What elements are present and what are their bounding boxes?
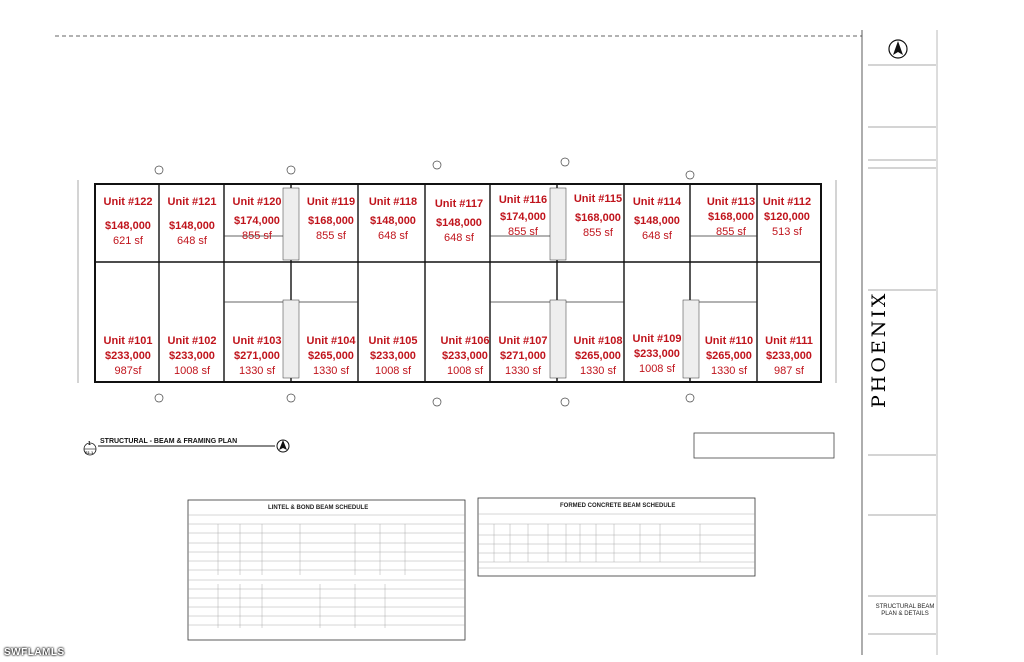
unit-122: [96, 195, 160, 249]
unit-name: Unit #105: [368, 335, 418, 347]
unit-name: Unit #110: [704, 335, 754, 347]
unit-area: 1008 sf: [173, 365, 211, 377]
unit-price: $148,000: [169, 220, 215, 232]
unit-price: $265,000: [308, 350, 354, 362]
beam-schedule-title: FORMED CONCRETE BEAM SCHEDULE: [560, 503, 676, 509]
unit-name: Unit #115: [573, 193, 623, 205]
unit-102: [160, 334, 224, 379]
unit-price: $271,000: [234, 350, 280, 362]
unit-price: $148,000: [370, 215, 416, 227]
unit-area: 855 sf: [242, 230, 272, 242]
unit-name: Unit #118: [368, 196, 418, 208]
unit-114: [624, 195, 690, 244]
unit-price: $233,000: [442, 350, 488, 362]
plan-sheet: S1.1: [85, 450, 94, 455]
unit-area: 855 sf: [583, 227, 613, 239]
unit-price: $265,000: [575, 350, 621, 362]
sheet-title: STRUCTURAL BEAM PLAN & DETAILS: [875, 604, 935, 617]
unit-107: [490, 334, 556, 379]
unit-price: $271,000: [500, 350, 546, 362]
unit-105: [360, 334, 426, 379]
unit-area: 1330 sf: [238, 365, 276, 377]
unit-name: Unit #119: [306, 196, 356, 208]
unit-101: [96, 334, 160, 379]
unit-115: [565, 192, 631, 241]
unit-116: [490, 193, 556, 240]
brand-logo: [866, 290, 892, 410]
unit-name: Unit #121: [167, 196, 217, 208]
unit-name: Unit #122: [103, 196, 153, 208]
unit-106: [432, 334, 498, 379]
unit-121: [160, 195, 224, 249]
unit-price: $168,000: [308, 215, 354, 227]
unit-price: $120,000: [764, 211, 810, 223]
unit-118: [360, 195, 426, 244]
unit-111: [757, 334, 821, 379]
plan-number: 1: [88, 441, 91, 447]
unit-name: Unit #103: [232, 335, 282, 347]
unit-108: [565, 334, 631, 379]
unit-120: [224, 195, 290, 244]
unit-price: $233,000: [105, 350, 151, 362]
lintel-schedule-title: LINTEL & BOND BEAM SCHEDULE: [268, 505, 369, 511]
unit-area: 648 sf: [177, 235, 207, 247]
unit-area: 855 sf: [508, 226, 538, 238]
unit-104: [298, 334, 364, 379]
unit-price: $233,000: [766, 350, 812, 362]
unit-109: [624, 332, 690, 377]
unit-price: $148,000: [634, 215, 680, 227]
unit-119: [298, 195, 364, 244]
unit-name: Unit #101: [103, 335, 153, 347]
unit-price: $168,000: [575, 212, 621, 224]
unit-name: Unit #109: [632, 333, 682, 345]
unit-area: 621 sf: [113, 235, 143, 247]
unit-area: 987sf: [114, 365, 142, 377]
unit-name: Unit #108: [573, 335, 623, 347]
unit-name: Unit #120: [232, 196, 282, 208]
mls-watermark: SWFLAMLS: [4, 647, 65, 658]
unit-103: [224, 334, 290, 379]
unit-price: $148,000: [436, 217, 482, 229]
unit-price: $168,000: [708, 211, 754, 223]
unit-area: 1330 sf: [504, 365, 542, 377]
unit-name: Unit #114: [632, 196, 682, 208]
unit-area: 1008 sf: [638, 363, 676, 375]
unit-price: $265,000: [706, 350, 752, 362]
unit-area: 648 sf: [444, 232, 474, 244]
plan-title: STRUCTURAL - BEAM & FRAMING PLAN: [100, 438, 238, 445]
unit-name: Unit #117: [434, 198, 484, 210]
unit-price: $174,000: [234, 215, 280, 227]
unit-name: Unit #107: [498, 335, 548, 347]
unit-117: [426, 197, 492, 246]
unit-name: Unit #112: [762, 196, 812, 208]
unit-name: Unit #111: [765, 335, 813, 347]
unit-name: Unit #102: [167, 335, 217, 347]
unit-area: 1330 sf: [312, 365, 350, 377]
unit-area: 987 sf: [774, 365, 804, 377]
unit-area: 513 sf: [772, 226, 802, 238]
unit-name: Unit #104: [306, 335, 356, 347]
unit-name: Unit #116: [498, 194, 548, 206]
unit-area: 1008 sf: [446, 365, 484, 377]
unit-area: 1330 sf: [579, 365, 617, 377]
unit-area: 1008 sf: [374, 365, 412, 377]
unit-112: [755, 195, 819, 240]
unit-price: $233,000: [370, 350, 416, 362]
unit-price: $148,000: [105, 220, 151, 232]
unit-price: $233,000: [169, 350, 215, 362]
unit-name: Unit #113: [706, 196, 756, 208]
unit-area: 855 sf: [716, 226, 746, 238]
brand-name: PHOENIX: [868, 290, 890, 408]
unit-area: 648 sf: [378, 230, 408, 242]
unit-price: $233,000: [634, 348, 680, 360]
unit-area: 648 sf: [642, 230, 672, 242]
unit-area: 1330 sf: [710, 365, 748, 377]
unit-area: 855 sf: [316, 230, 346, 242]
unit-name: Unit #106: [440, 335, 490, 347]
unit-price: $174,000: [500, 211, 546, 223]
unit-110: [696, 334, 762, 379]
